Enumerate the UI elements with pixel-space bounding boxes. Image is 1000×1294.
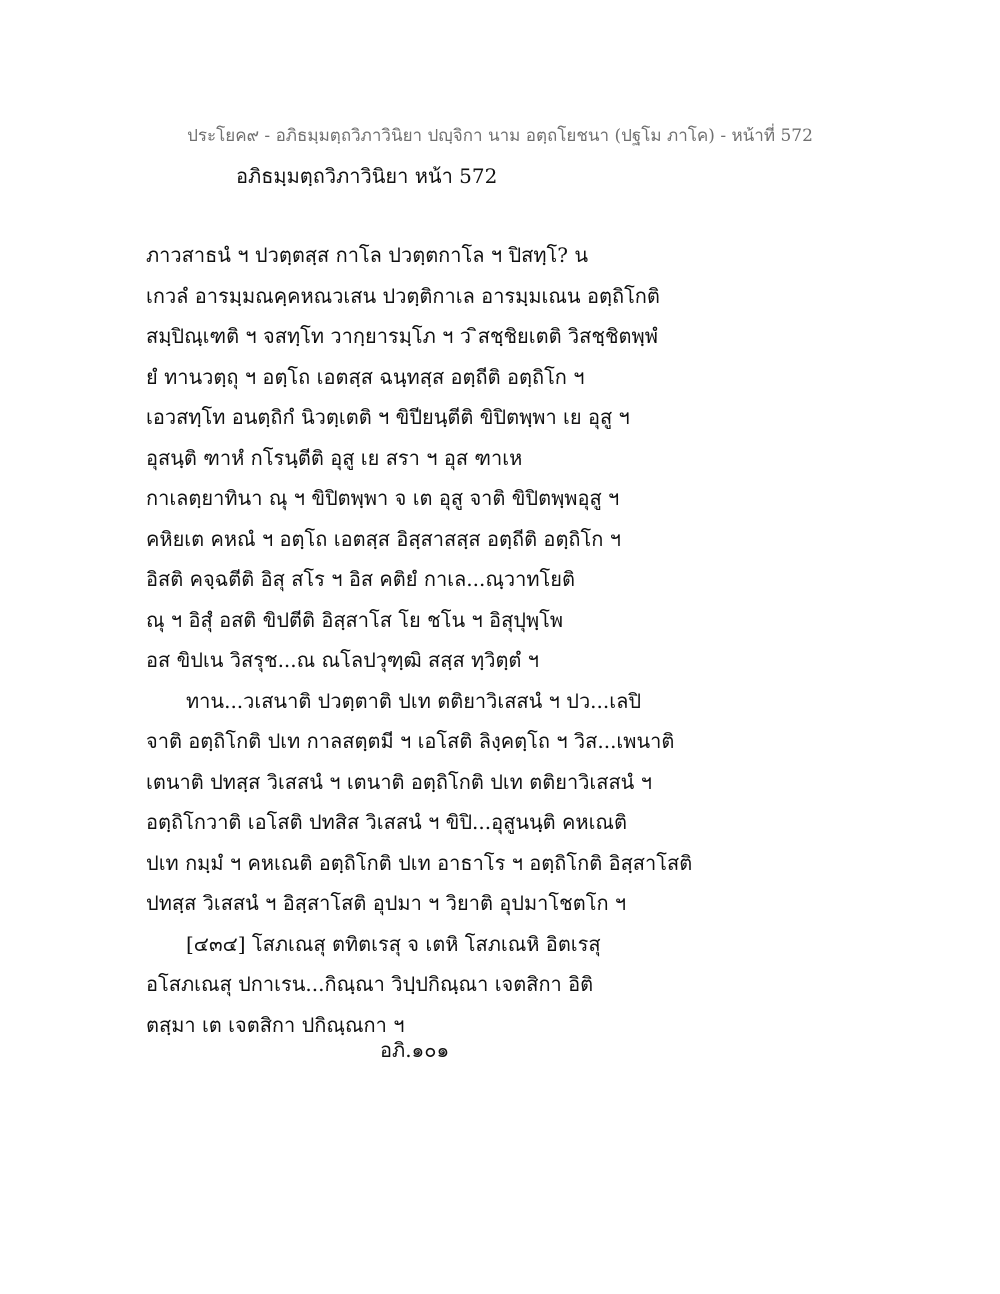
text-line: ปเท กมฺมํ ฯ คหเณติ อตฺถิโกติ ปเท อาธาโร ฯ อตฺถิโกติ อิสฺสาโสติ: [146, 850, 693, 875]
text-line: อิสติ คจฺฉตีติ อิสุ สโร ฯ อิส คติยํ กาเล...ณฺวาทโยติ: [146, 567, 576, 591]
running-header: ประโยค๙ - อภิธมฺมตฺถวิภาวินิยา ปญฺจิกา นาม อตฺถโยชนา (ปฐโม ภาโค) - หน้าที่ 572: [187, 126, 813, 146]
text-line: สมฺปิณฺเฑติ ฯ จสทฺโท วากฺยารมฺโภ ฯ ว ิสชฺชิยเตติ วิสชฺชิตพฺพํ: [146, 324, 658, 348]
paragraph-start-line: [๔๓๔] โสภเณสุ ตทิตเรสุ จ เตหิ โสภเณหิ อิตเรสุ: [186, 931, 601, 956]
text-line: กาเลตฺยาทินา ณุ ฯ ขิปิตพฺพา จ เต อุสู จาติ ขิปิตพฺพอุสู ฯ: [146, 486, 620, 510]
text-line: อตฺถิโกวาติ เอโสติ ปทสิส วิเสสนํ ฯ ขิปิ...อุสูนนฺติ คหเณติ: [146, 810, 627, 834]
text-line: เตนาติ ปทสฺส วิเสสนํ ฯ เตนาติ อตฺถิโกติ ปเท ตติยาวิเสสนํ ฯ: [146, 769, 652, 794]
text-line: ภาวสาธนํ ฯ ปวตฺตสฺส กาโล ปวตฺตกาโล ฯ ปิสทฺโ? น: [146, 243, 589, 267]
text-line: อุสนฺติ ฑาหํ กโรนฺตีติ อุสู เย สรา ฯ อุส ฑาเห: [146, 445, 523, 470]
page-marker: อภิ.๑๐๑: [380, 1038, 450, 1062]
text-line: ยํ ทานวตฺถุ ฯ อตฺโถ เอตสฺส ฉนฺทสฺส อตฺถีติ อตฺถิโก ฯ: [146, 364, 585, 389]
text-line: ณุ ฯ อิสุํ อสติ ขิปตีติ อิสฺสาโส โย ชโน ฯ อิสุปุพฺโพ: [146, 607, 564, 632]
text-line: ปทสฺส วิเสสนํ ฯ อิสฺสาโสติ อุปมา ฯ วิยาติ อุปมาโชตโก ฯ: [146, 891, 627, 915]
text-line: คหิยเต คหณํ ฯ อตฺโถ เอตสฺส อิสฺสาสสฺส อตฺถีติ อตฺถิโก ฯ: [146, 526, 621, 551]
text-line: อส ขิปเน วิสรุช...ณ ณโลปวุฑฺฒิ สสฺส ทฺวิตฺตํ ฯ: [146, 648, 540, 672]
text-line: จาติ อตฺถิโกติ ปเท กาลสตฺตมี ฯ เอโสติ ลิงฺคตฺโถ ฯ วิส...เพนาติ: [146, 729, 675, 753]
body-text: [146, 240, 846, 1050]
text-line: อโสภเณสุ ปกาเรน...กิณฺณา วิปฺปกิณฺณา เจตสิกา อิติ: [146, 972, 594, 996]
paragraph-start-line: ทาน...วเสนาติ ปวตฺตาติ ปเท ตติยาวิเสสนํ ฯ ปว...เลปิ: [186, 688, 642, 713]
text-line: ตสฺมา เต เจตสิกา ปกิณฺณกา ฯ: [146, 1012, 405, 1037]
page-title: อภิธมฺมตฺถวิภาวินิยา หน้า 572: [236, 164, 498, 188]
text-line: เอวสทฺโท อนตฺถิกํ นิวตฺเตติ ฯ ขิปียนฺตีติ ขิปิตพฺพา เย อุสู ฯ: [146, 405, 630, 429]
text-line: เกวลํ อารมฺมณคฺคหณวเสน ปวตฺติกาเล อารมฺมเณน อตฺถิโกติ: [146, 283, 660, 308]
